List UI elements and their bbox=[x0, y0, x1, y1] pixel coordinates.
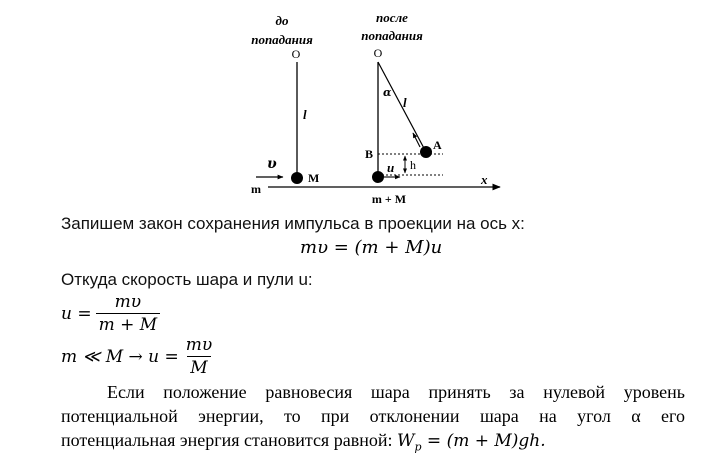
speed-intro-text: Откуда скорость шара и пули u: bbox=[61, 270, 313, 289]
velocity-label: υ bbox=[267, 156, 277, 172]
speed-fraction-numerator: mυ bbox=[114, 292, 142, 312]
paragraph-line-2: потенциальной энергии, то при отклонении шара на угол α его bbox=[61, 406, 685, 426]
paragraph-line-1: Если положение равновесия шара принять за нулевой уровень bbox=[107, 382, 685, 402]
string-after-deflected bbox=[378, 62, 426, 152]
energy-equation-rhs: = (m + M)gh. bbox=[421, 431, 546, 451]
label-before-line2: попадания bbox=[251, 32, 313, 47]
speed-fraction bbox=[96, 292, 161, 335]
speed-equation bbox=[61, 292, 160, 335]
axis-label: x bbox=[481, 172, 488, 187]
ball-mass-label: M bbox=[308, 171, 320, 185]
label-after-line2: попадания bbox=[361, 28, 423, 43]
ball-after bbox=[372, 171, 384, 183]
combined-velocity-label: u bbox=[387, 160, 395, 175]
energy-symbol: W bbox=[396, 431, 415, 451]
point-a-label: A bbox=[433, 138, 442, 152]
pivot-label-before: O bbox=[291, 47, 301, 61]
momentum-law-text: Запишем закон сохранения импульса в проекции на ось x: bbox=[61, 214, 525, 233]
speed-fraction-denominator: m + M bbox=[96, 313, 161, 335]
angle-label: α bbox=[383, 86, 392, 99]
approx-equation-lhs: m ≪ M → u = bbox=[61, 346, 179, 367]
energy-equation bbox=[396, 431, 546, 454]
paragraph-line-3 bbox=[61, 428, 546, 459]
height-label: h bbox=[410, 158, 416, 172]
pivot-label-after: O bbox=[373, 46, 383, 60]
speed-equation-lhs: u = bbox=[61, 303, 92, 324]
length-label-before: l bbox=[303, 107, 307, 122]
pendulum-diagram bbox=[0, 0, 717, 210]
paragraph-line-3-text: потенциальная энергия становится равной: bbox=[61, 430, 393, 450]
ball-before bbox=[291, 172, 303, 184]
label-before-line1: до bbox=[275, 13, 289, 28]
momentum-equation: mυ = (m + M)u bbox=[300, 237, 443, 258]
energy-subscript: p bbox=[414, 440, 422, 454]
combined-mass-label: m + M bbox=[371, 192, 407, 206]
label-after-line1: после bbox=[376, 10, 408, 25]
point-b-label: B bbox=[365, 147, 374, 161]
bullet-mass-label: m bbox=[251, 182, 261, 196]
approx-speed-equation bbox=[61, 335, 215, 378]
length-label-after: l bbox=[403, 95, 407, 110]
approx-fraction bbox=[183, 335, 215, 378]
approx-fraction-numerator: mυ bbox=[185, 335, 213, 355]
ball-position-a bbox=[420, 146, 432, 158]
approx-fraction-denominator: M bbox=[187, 356, 210, 378]
